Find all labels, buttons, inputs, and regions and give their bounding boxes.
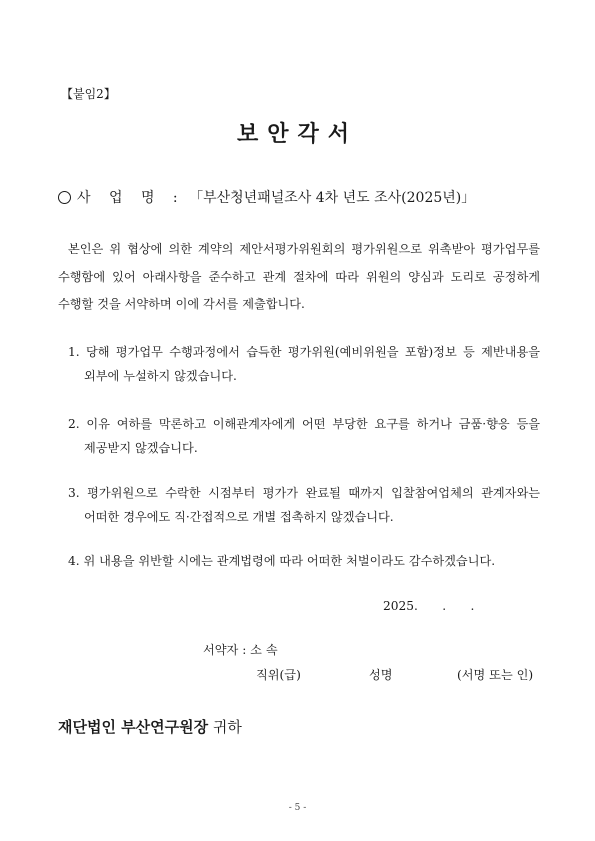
- project-line: [58, 187, 475, 207]
- project-name: 「부산청년패널조사 4차 년도 조사(2025년)」: [189, 190, 476, 206]
- signer-position: 직위(급): [256, 668, 301, 682]
- signer-name: 성명: [369, 668, 393, 682]
- attachment-label: 【붙임2】: [61, 87, 116, 101]
- circle-bullet-icon: [58, 191, 71, 204]
- page-number: - 5 -: [288, 803, 307, 813]
- pledge-item-4: 4. 위 내용을 위반할 시에는 관계법령에 따라 어떠한 처벌이라도 감수하겠습니다.: [68, 554, 496, 568]
- addressee-org: 재단법인 부산연구원장: [58, 718, 209, 736]
- project-label: 사 업 명 :: [77, 190, 185, 206]
- date-line: 2025. . .: [383, 599, 475, 613]
- addressee-suffix: 귀하: [208, 718, 242, 736]
- signer-seal: (서명 또는 인): [457, 668, 534, 682]
- pledge-item-3: 3. 평가위원으로 수락한 시점부터 평가가 완료될 때까지 입찰참여업체의 관계자와는 어떠한 경우에도 직·간접적으로 개별 접촉하지 않겠습니다.: [68, 486, 540, 524]
- addressee: [58, 716, 242, 737]
- signer-affiliation: 서약자 : 소 속: [203, 643, 278, 657]
- intro-paragraph: 본인은 위 협상에 의한 계약의 제안서평가위원회의 평가위원으로 위촉받아 평가업무를 수행함에 있어 아래사항을 준수하고 관계 절차에 따라 위원의 양심과 도리로 공정하게 수행할 것을 서약하며 이에 각서를 제출합니다.: [58, 242, 540, 311]
- pledge-item-1: 1. 당해 평가업무 수행과정에서 습득한 평가위원(예비위원을 포함)정보 등 제반내용을 외부에 누설하지 않겠습니다.: [68, 345, 540, 383]
- pledge-item-2: 2. 이유 여하를 막론하고 이해관계자에게 어떤 부당한 요구를 하거나 금품·향응 등을 제공받지 않겠습니다.: [68, 417, 540, 455]
- page-title: 보안각서: [236, 122, 358, 147]
